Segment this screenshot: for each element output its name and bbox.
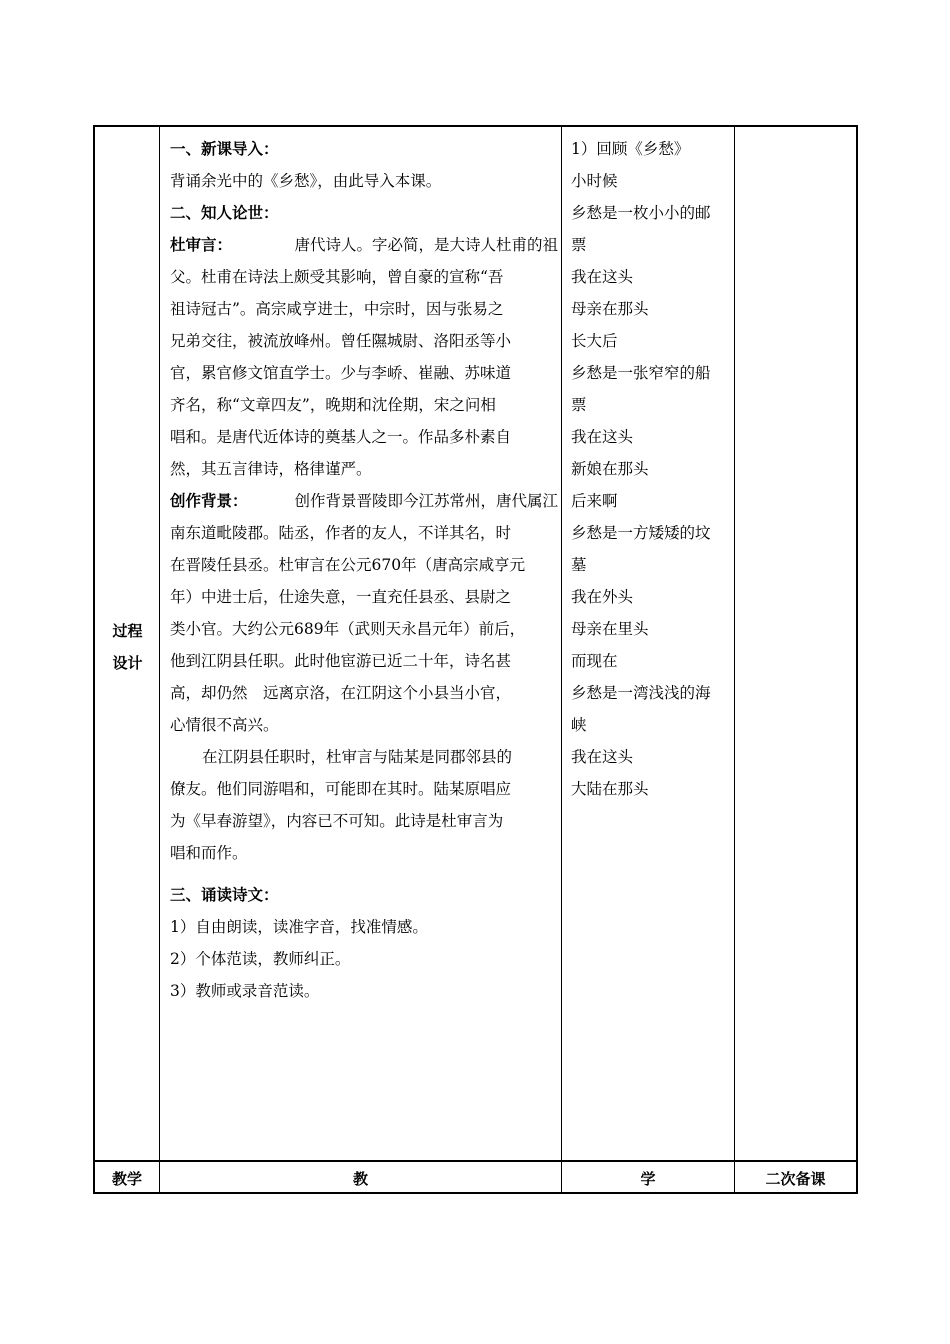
section-title: 一、新课导入： [170, 139, 279, 158]
list-item: 1）自由朗读，读准字音，找准情感。 [170, 918, 428, 936]
text-line: 类小官。大约公元689年（武则天永昌元年）前后， [170, 620, 526, 638]
row-divider [95, 1160, 856, 1162]
text-line: 年）中进士后，仕途失意，一直充任县丞、县尉之 [170, 588, 512, 606]
text-line: 唱和。是唐代近体诗的奠基人之一。作品多朴素自 [170, 428, 512, 446]
poem-line: 我在这头 [571, 748, 634, 766]
poem-line: 我在这头 [571, 428, 634, 446]
poem-line: 而现在 [571, 652, 618, 670]
background-label: 创作背景： [170, 491, 248, 510]
text-line: 心情很不高兴。 [170, 716, 279, 734]
author-label: 杜审言： [170, 235, 233, 254]
poem-line: 我在外头 [571, 588, 634, 606]
text-line: 齐名，称“文章四友”，晚期和沈佺期，宋之问相 [170, 396, 496, 414]
poem-line: 我在这头 [571, 268, 634, 286]
text-line: 祖诗冠古”。高宗咸亨进士，中宗时，因与张易之 [170, 300, 504, 318]
section-title: 三、诵读诗文： [170, 885, 279, 904]
text-line: 然，其五言律诗，格律谨严。 [170, 460, 372, 478]
list-item: 3）教师或录音范读。 [170, 982, 320, 1000]
text-line [170, 485, 558, 517]
poem-line: 母亲在那头 [571, 300, 649, 318]
poem-line: 票 [571, 396, 587, 414]
text-line: 高，却仍然 远离京洛，在江阴这个小县当小官， [170, 684, 512, 702]
poem-line: 乡愁是一方矮矮的坟 [571, 524, 711, 542]
lesson-plan-table [93, 125, 858, 1194]
text-line [170, 229, 558, 261]
footer-cell-second-prep: 二次备课 [765, 1170, 826, 1188]
teaching-content [170, 133, 558, 1007]
section-text: 背诵余光中的《乡愁》，由此导入本课。 [170, 172, 442, 190]
poem-line: 大陆在那头 [571, 780, 649, 798]
side-label-line: 过程 [112, 622, 143, 640]
poem-line: 峡 [571, 716, 587, 734]
poem-line: 乡愁是一枚小小的邮 [571, 204, 711, 222]
poem-line: 新娘在那头 [571, 460, 649, 478]
poem-line: 墓 [571, 556, 587, 574]
text-line: 僚友。他们同游唱和，可能即在其时。陆某原唱应 [170, 780, 512, 798]
footer-cell-teaching: 教学 [111, 1170, 142, 1188]
text-line: 兄弟交往，被流放峰州。曾任隰城尉、洛阳丞等小 [170, 332, 512, 350]
footer-cell-learn: 学 [640, 1170, 656, 1188]
text-line: 唐代诗人。字必简，是大诗人杜甫的祖 [294, 236, 558, 254]
list-item: 2）个体范读，教师纠正。 [170, 950, 351, 968]
text-line: 创作背景晋陵即今江苏常州，唐代属江 [294, 492, 558, 510]
text-line: 在晋陵任县丞。杜审言在公元670年（唐高宗咸亨元 [170, 556, 526, 574]
poem-line: 乡愁是一湾浅浅的海 [571, 684, 711, 702]
text-line: 官，累官修文馆直学士。少与李峤、崔融、苏味道 [170, 364, 512, 382]
poem-line: 后来啊 [571, 492, 618, 510]
poem-line: 长大后 [571, 332, 618, 350]
column-divider [561, 127, 562, 1192]
poem-line: 小时候 [571, 172, 618, 190]
poem-line: 乡愁是一张窄窄的船 [571, 364, 711, 382]
poem-line: 母亲在里头 [571, 620, 649, 638]
text-line: 唱和而作。 [170, 844, 248, 862]
spacer [170, 869, 558, 879]
side-label [95, 615, 160, 679]
text-line: 在江阴县任职时，杜审言与陆某是同郡邻县的 [202, 748, 513, 766]
text-line: 南东道毗陵郡。陆丞，作者的友人，不详其名，时 [170, 524, 512, 542]
text-line: 为《早春游望》，内容已不可知。此诗是杜审言为 [170, 812, 504, 830]
text-line: 他到江阴县任职。此时他宦游已近二十年，诗名甚 [170, 652, 512, 670]
footer-cell-teach: 教 [352, 1170, 368, 1188]
learning-content [571, 133, 741, 805]
poem-line: 票 [571, 236, 587, 254]
side-label-line: 设计 [112, 654, 143, 672]
text-line: 父。杜甫在诗法上颇受其影响，曾自豪的宣称“吾 [170, 268, 504, 286]
section-title: 二、知人论世： [170, 203, 279, 222]
poem-line: 1）回顾《乡愁》 [571, 140, 690, 158]
